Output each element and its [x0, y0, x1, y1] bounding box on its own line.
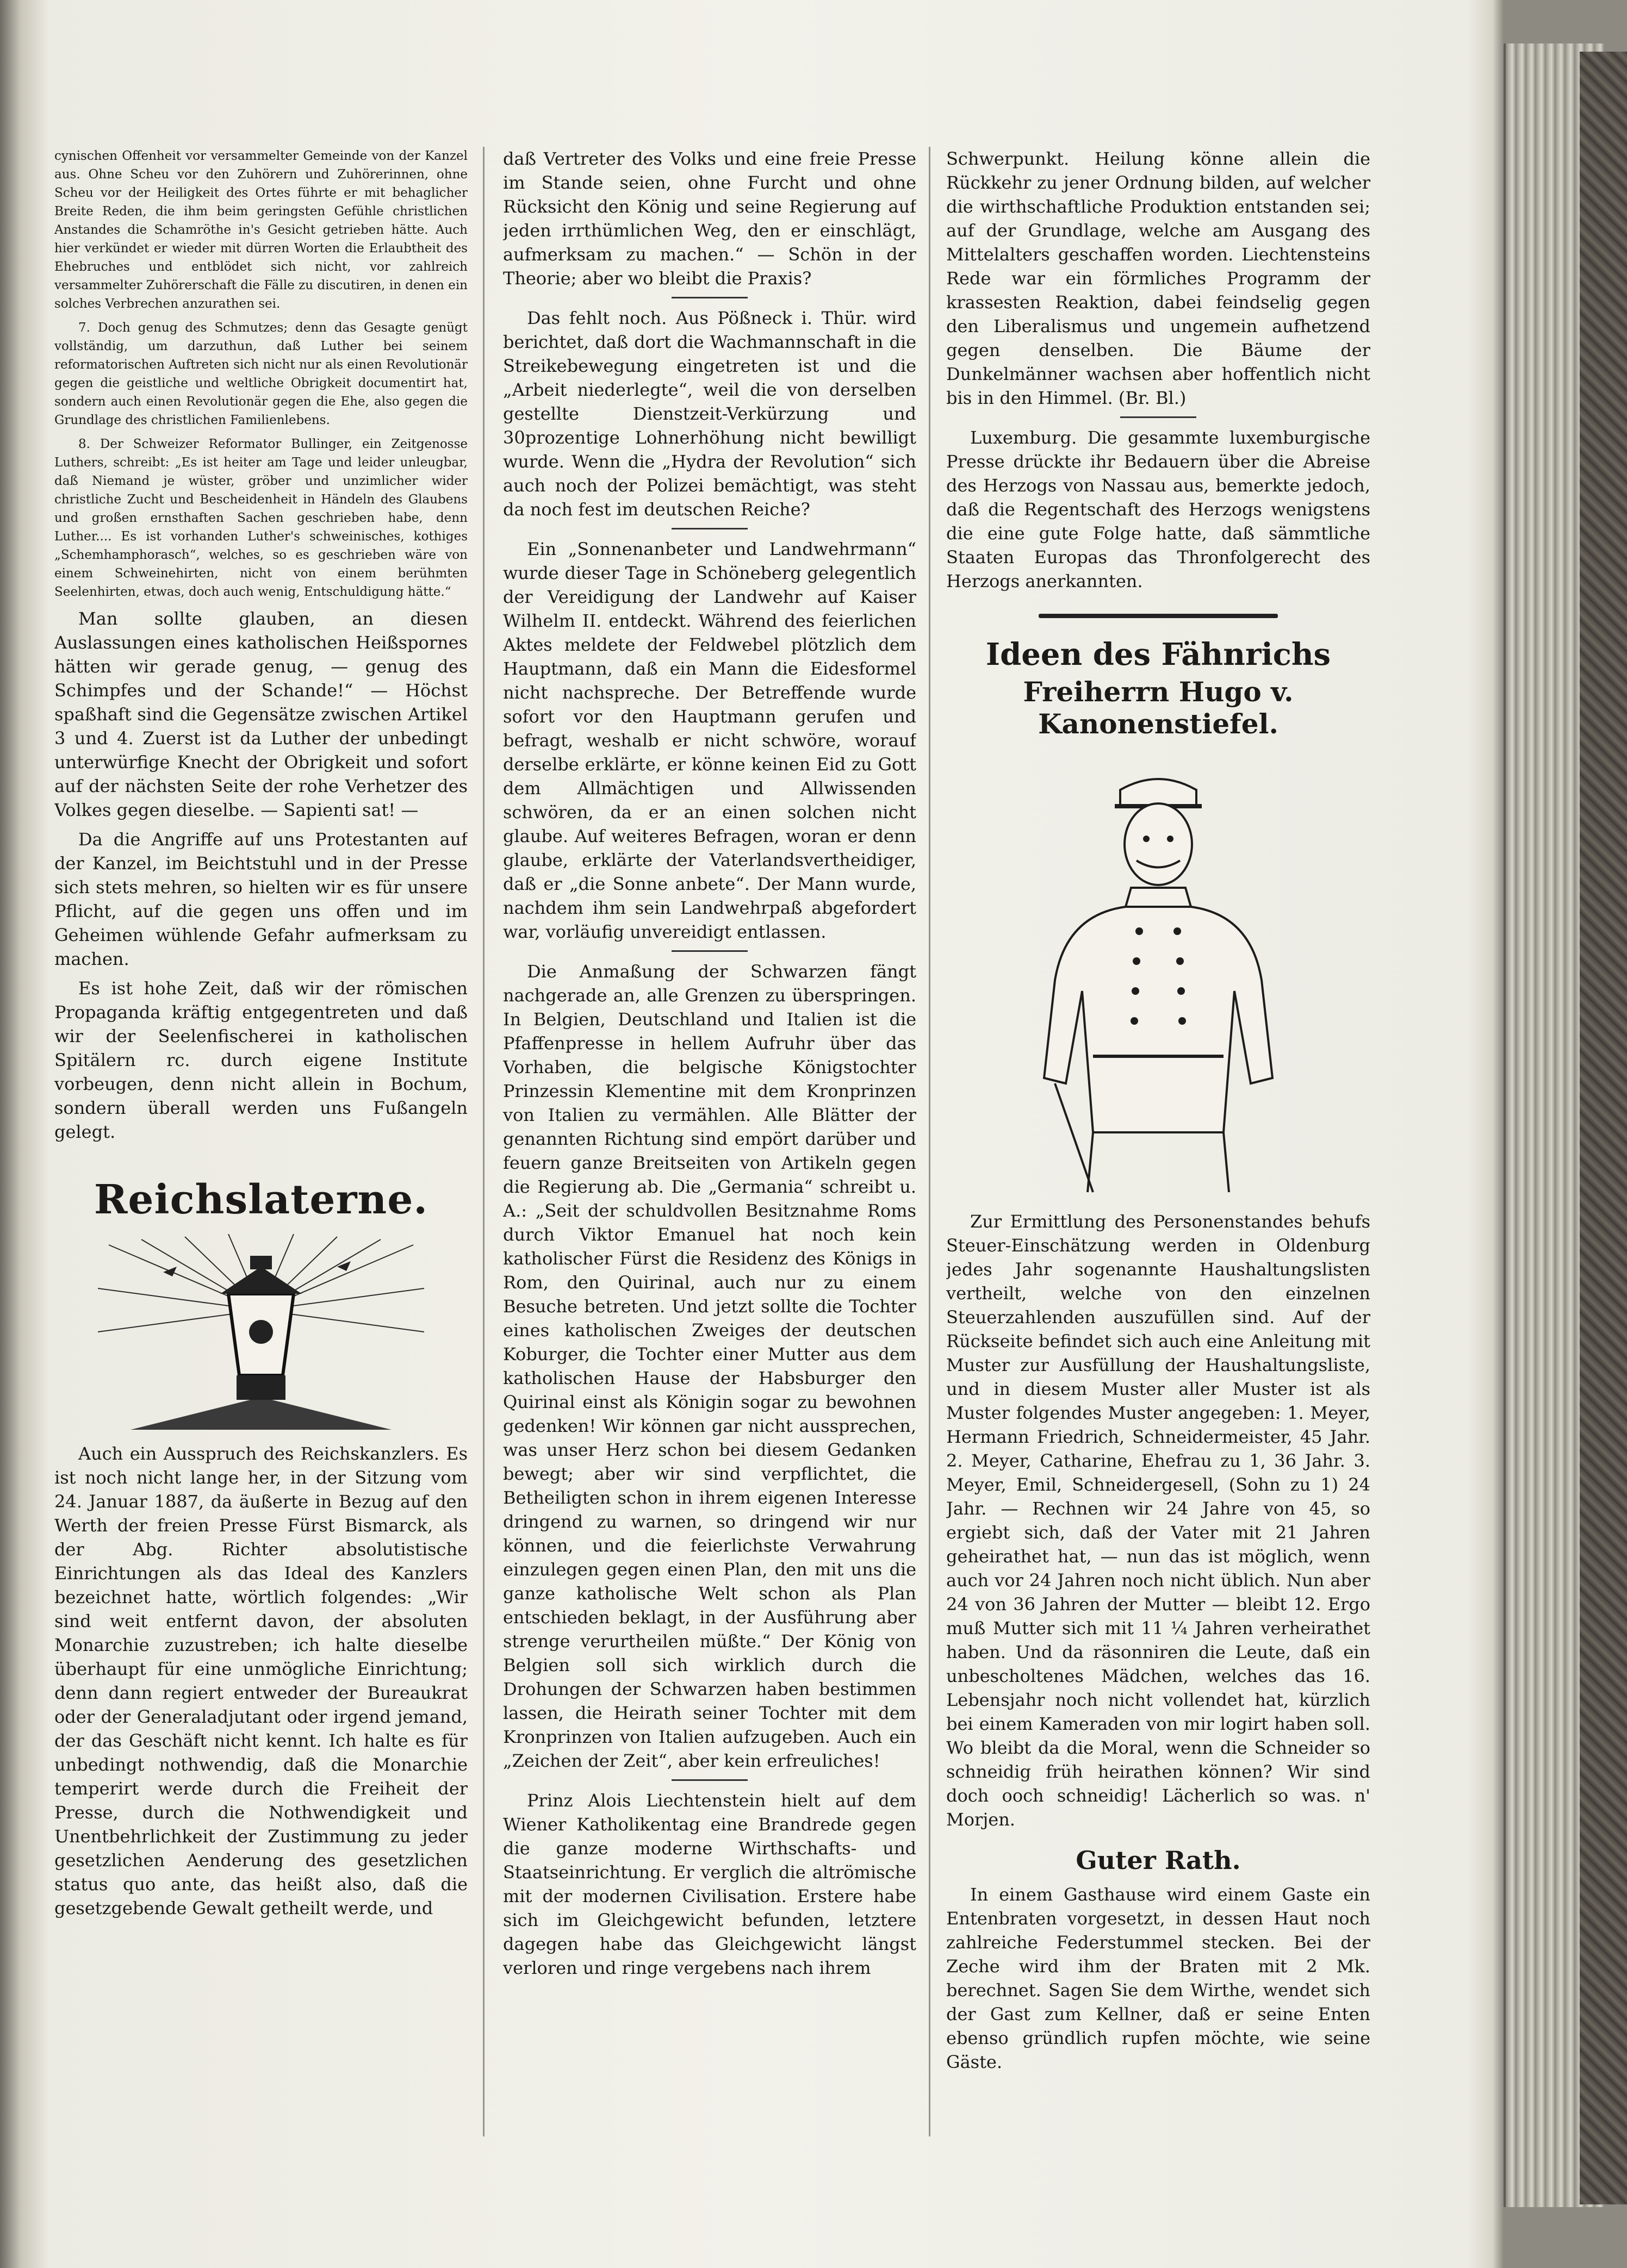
column-1 — [54, 147, 468, 2169]
article-separator — [672, 528, 748, 529]
column-divider — [929, 147, 930, 2136]
article-paragraph: Da die Angriffe auf uns Protestanten auf der Kanzel, im Beichtstuhl und in der Presse sich stets mehren, so hielten wir es für unsere Pflicht, auf die gegen uns offen und im Geheimen wühlende Gefahr aufmerksam zu machen. — [54, 829, 468, 969]
column-3 — [946, 147, 1370, 2169]
article-separator — [672, 1779, 748, 1781]
article-separator — [672, 950, 748, 952]
article-separator — [672, 297, 748, 298]
article-paragraph: daß Vertreter des Volks und eine freie Presse im Stande seien, ohne Furcht und ohne Rücksicht den König und seine Regierung auf jeden irrthümlichen Weg, den er einschlägt, aufmerksam zu machen.“ — Schön in der Theorie; aber wo bleibt die Praxis? — [503, 148, 916, 289]
column-2 — [503, 147, 916, 2169]
article-paragraph: Das fehlt noch. Aus Pößneck i. Thür. wird berichtet, daß dort die Wachmannschaft in die Streikebewegung eingetreten ist und die „Arbeit niederlegte“, weil die von derselben gestellte Dienstzeit-Verkürzung und 30prozentige Lohnerhöhung nicht bewilligt wurde. Wenn die „Hydra der Revolution“ sich auch noch der Polizei bemächtigt, was steht da noch fest im deutschen Reiche? — [503, 308, 916, 520]
section-heading: Guter Rath. — [1076, 1846, 1241, 1875]
article-paragraph: In einem Gasthause wird einem Gaste ein Entenbraten vorgesetzt, in dessen Haut noch zahlreiche Federstummel stecken. Bei der Zeche wird ihm der Braten mit 2 Mk. berechnet. Sagen Sie dem Wirthe, wendet sich der Gast zum Kellner, daß er seine Enten ebenso gründlich rupfen möchte, wie seine Gäste. — [946, 1884, 1370, 2072]
lantern-illustration — [98, 1234, 424, 1430]
column-divider — [483, 147, 485, 2136]
section-heading: Ideen des Fähnrichs — [985, 637, 1331, 672]
article-paragraph: cynischen Offenheit vor versammelter Gemeinde von der Kanzel aus. Ohne Scheu vor den Zuhörern und Zuhörerinnen, ohne Scheu vor der Heiligkeit des Ortes führte er mit behaglicher Breite Reden, die ihm beim geringsten Gefühle christlichen Anstandes die Schamröthe in's Gesicht getrieben hätte. Auch hier verkündet er wieder mit dürren Worten die Erlaubtheit des Ehebruches und entblödet sich nicht, vor zahlreich versammelter Zuhörerschaft die Fälle zu discutiren, in denen ein solches Verbrechen anzurathen sei. — [54, 149, 468, 311]
book-cover-edge — [1580, 52, 1627, 2204]
section-heading: Reichslaterne. — [94, 1176, 429, 1223]
article-paragraph: Luxemburg. Die gesammte luxemburgische Presse drückte ihr Bedauern über die Abreise des Herzogs von Nassau aus, bemerkte jedoch, daß die Regentschaft des Herzogs wenigstens die eine gute Folge hatte, daß sämmtliche Staaten Europas das Thronfolgerecht des Herzogs anerkannten. — [946, 427, 1370, 591]
section-divider — [1039, 614, 1278, 618]
article-paragraph: Schwerpunkt. Heilung könne allein die Rückkehr zu jener Ordnung bilden, auf welcher die wirthschaftliche Produktion entstanden sei; auf der Grundlage, welche am Ausgang des Mittelalters geschaffen worden. Liechtensteins Rede war ein förmliches Programm der krassesten Reaktion, dabei feindselig gegen den Liberalismus und ungemein aufhetzend gegen denselben. Die Bäume der Dunkelmänner wachsen aber hoffentlich nicht bis in den Himmel. (Br. Bl.) — [946, 148, 1370, 408]
article-paragraph: Ein „Sonnenanbeter und Landwehrmann“ wurde dieser Tage in Schöneberg gelegentlich der Vereidigung der Landwehr auf Kaiser Wilhelm II. entdeckt. Während des feierlichen Aktes meldete der Feldwebel plötzlich dem Hauptmann, daß ein Mann die Eidesformel nicht nachspreche. Der Betreffende wurde sofort vor den Hauptmann gerufen und befragt, weshalb er nicht schwöre, worauf derselbe erklärte, er könne keinen Eid zu Gott dem Allmächtigen und Allwissenden schwören, da er an einen solchen nicht glaube. Auf weiteres Befragen, woran er denn glaube, erklärte der Vaterlandsvertheidiger, daß er „die Sonne anbete“. Der Mann wurde, nachdem ihm sein Landwehrpaß abgefordert war, vorläufig unvereidigt entlassen. — [503, 539, 916, 942]
article-paragraph: Auch ein Ausspruch des Reichskanzlers. Es ist noch nicht lange her, in der Sitzung vom 24. Januar 1887, da äußerte in Bezug auf den Werth der freien Presse Fürst Bismarck, als der Abg. Richter absolutistische Einrichtungen als das Ideal des Kanzlers bezeichnet hatte, wörtlich folgendes: „Wir sind weit entfernt davon, der absoluten Monarchie zuzustreben; ich halte dieselbe überhaupt für eine unmögliche Einrichtung; denn dann regiert entweder der Bureaukrat oder der Generaladjutant oder irgend jemand, der das Geschäft nicht kennt. Ich halte es für unbedingt nothwendig, daß die Monarchie temperirt werde durch die Freiheit der Presse, durch die Nothwendigkeit und Unentbehrlichkeit der Zustimmung zu jeder gesetzlichen Aenderung des gesetzlichen status quo ante, das heißt also, daß die gesetzgebende Gewalt getheilt werde, und — [54, 1443, 468, 1918]
article-paragraph: 7. Doch genug des Schmutzes; denn das Gesagte genügt vollständig, um darzuthun, daß Luther bei seinem reformatorischen Auftreten sich nicht nur als einen Revolutionär gegen die geistliche und weltliche Obrigkeit documentirt hat, sondern auch einen Revolutionär gegen die Ehe, also gegen die Grundlage des christlichen Familienlebens. — [54, 321, 468, 427]
article-paragraph: Man sollte glauben, an diesen Auslassungen eines katholischen Heißspornes hätten wir gerade genug, — genug des Schimpfes und der Schande!“ — Höchst spaßhaft sind die Gegensätze zwischen Artikel 3 und 4. Zuerst ist da Luther der unbedingt unterwürfige Knecht der Obrigkeit und sofort auf der nächsten Seite der rohe Verhetzer des Volkes gegen dieselbe. — Sapienti sat! — — [54, 608, 468, 820]
article-paragraph: 8. Der Schweizer Reformator Bullinger, ein Zeitgenosse Luthers, schreibt: „Es ist heiter am Tage und leider unleugbar, daß Niemand je wüster, gröber und unzimlicher wider christliche Zucht und Bescheidenheit in Händeln des Glaubens und großen ernsthaften Sachen geschrieben habe, denn Luther.... Es ist vorhanden Luther's schweinisches, kothiges „Schemhamphorasch“, welches, so es geschrieben wäre von einem Schweinehirten, nicht von einem berühmten Seelenhirten, etwas, doch auch wenig, Entschuldigung hätte.“ — [54, 437, 468, 599]
article-paragraph: Es ist hohe Zeit, daß wir der römischen Propaganda kräftig entgegentreten und daß wir der Seelenfischerei in katholischen Spitälern rc. durch eigene Institute vorbeugen, denn nicht allein in Bochum, sondern überall werden uns Fußangeln gelegt. — [54, 978, 468, 1142]
section-subheading: Freiherrn Hugo v. Kanonenstiefel. — [1023, 676, 1294, 740]
article-paragraph: Prinz Alois Liechtenstein hielt auf dem Wiener Katholikentag eine Brandrede gegen die ganze moderne Wirthschafts- und Staatseinrichtung. Er verglich die altrömische mit der modernen Civilisation. Erstere habe sich im Gleichgewicht befunden, letztere dagegen habe das Gleichgewicht längst verloren und ringe vergebens nach ihrem — [503, 1790, 916, 1978]
cadet-illustration — [1006, 752, 1311, 1198]
article-paragraph: Die Anmaßung der Schwarzen fängt nachgerade an, alle Grenzen zu überspringen. In Belgien, Deutschland und Italien ist die Pfaffenpresse in hellem Aufruhr über das Vorhaben, die belgische Königstochter Prinzessin Klementine mit dem Kronprinzen von Italien zu vermählen. Alle Blätter der genannten Richtung sind empört darüber und feuern ganze Breitseiten von Artikeln gegen die Regierung ab. Die „Germania“ schreibt u. A.: „Seit der schuldvollen Besitznahme Roms durch Viktor Emanuel hat noch kein katholischer Fürst die Residenz des Königs in Rom, den Quirinal, auch nur zu einem Besuche betreten. Und jetzt sollte die Tochter eines katholischen Zweiges der deutschen Koburger, die Tochter einer Mutter aus dem katholischen Hause der Habsburger den Quirinal einst als Königin sogar zu bewohnen gedenken! Wir können gar nicht aussprechen, was unser Herz schon bei diesem Gedanken bewegt; aber wir sind verpflichtet, die Betheiligten schon in ihrem eigenen Interesse dringend zu warnen, so dringend wir nur können, und die feierlichste Verwahrung einzulegen gegen einen Plan, den mit uns die ganze katholische Welt schon als Plan entschieden beklagt, in der Ausführung aber strenge verurtheilen müßte.“ Der König von Belgien soll sich wirklich durch die Drohungen der Schwarzen haben bestimmen lassen, die Heirath seiner Tochter mit dem Kronprinzen von Italien aufzugeben. Auch ein „Zeichen der Zeit“, aber kein erfreuliches! — [503, 961, 916, 1771]
article-separator — [1120, 416, 1196, 418]
article-paragraph: Zur Ermittlung des Personenstandes behufs Steuer-Einschätzung werden in Oldenburg jedes Jahr sogenannte Haushaltungslisten vertheilt, welche von den einzelnen Steuerzahlenden auszufüllen sind. Auf der Rückseite befindet sich auch eine Anleitung mit Muster zur Ausfüllung der Haushaltungsliste, und in diesem Muster aller Muster ist als Muster folgendes Muster angegeben: 1. Meyer, Hermann Friedrich, Schneidermeister, 45 Jahr. 2. Meyer, Catharine, Ehefrau zu 1, 36 Jahr. 3. Meyer, Emil, Schneidergesell, (Sohn zu 1) 24 Jahr. — Rechnen wir 24 Jahre von 45, so ergiebt sich, daß der Vater mit 21 Jahren geheirathet hat, — nun das ist möglich, wenn auch vor 24 Jahren noch nicht üblich. Nun aber 24 von 36 Jahren der Mutter — bleibt 12. Ergo muß Mutter sich mit 11 ¼ Jahren verheirathet haben. Und da räsonniren die Leute, daß ein unbescholtenes Mädchen, welches das 16. Lebensjahr noch nicht vollendet hat, kürzlich bei einem Kameraden von mir logirt haben soll. Wo bleibt da die Moral, wenn die Schneider so schneidig früh heirathen können? Wir sind doch ooch schneidig! Lächerlich so was. n' Morjen. — [946, 1211, 1370, 1830]
